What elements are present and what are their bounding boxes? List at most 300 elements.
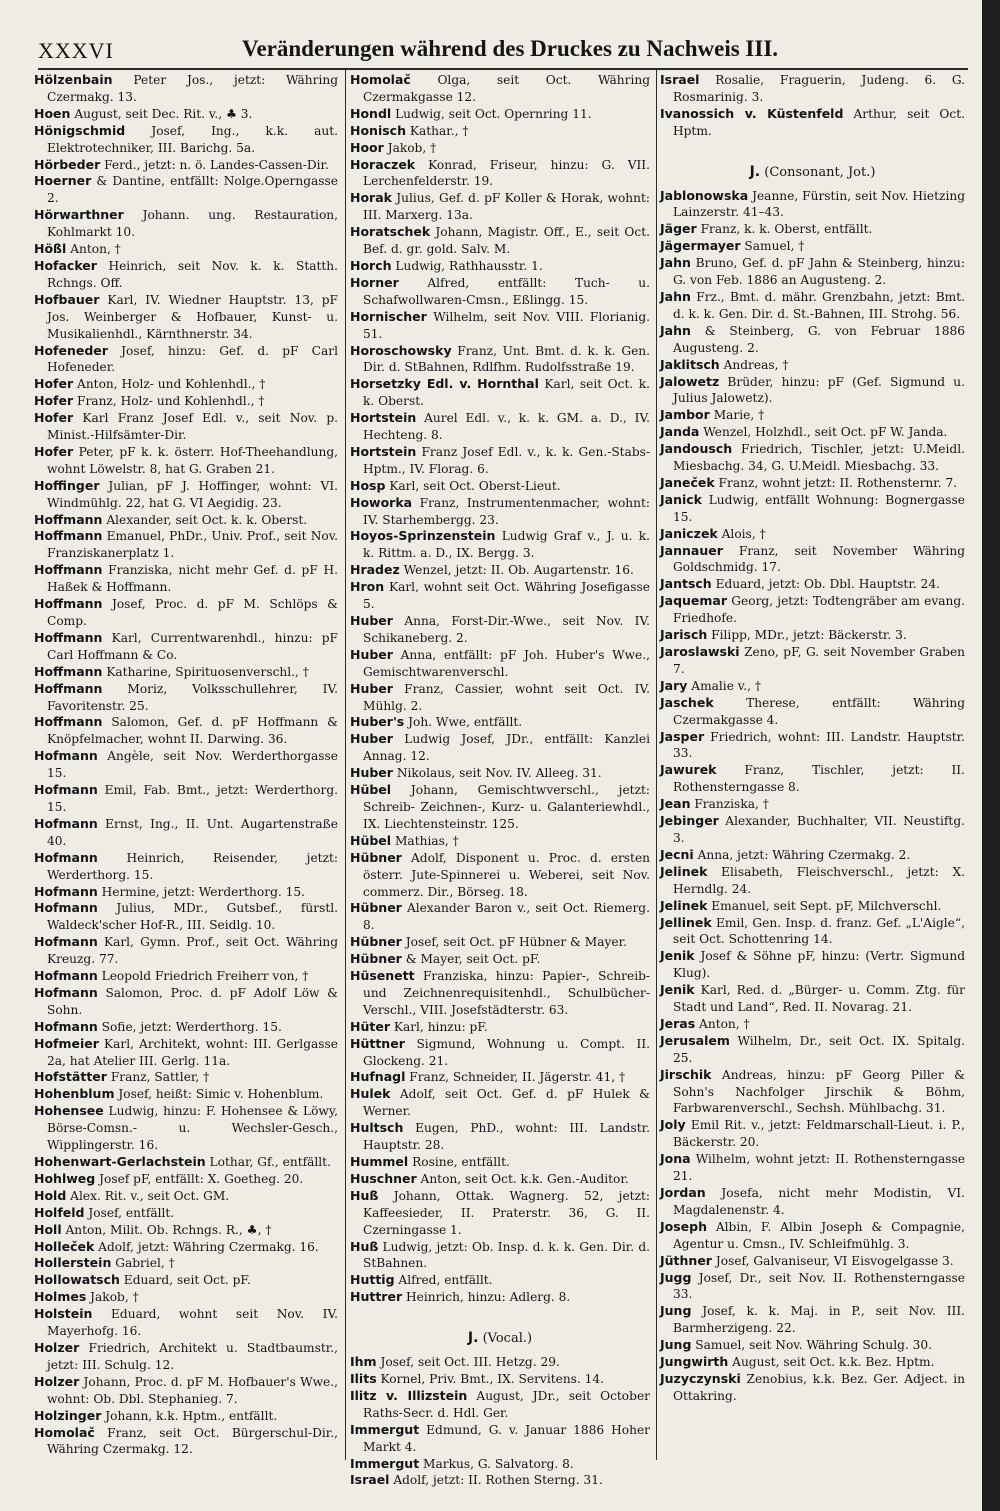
directory-entry bbox=[660, 407, 965, 424]
entry-name: Jawurek bbox=[660, 762, 717, 778]
directory-entry bbox=[34, 985, 338, 1019]
entry-name: Hron bbox=[350, 579, 385, 595]
entry-text: Anton, Milit. Ob. Rchngs. R., ♣, † bbox=[65, 1222, 272, 1237]
entry-name: Holleček bbox=[34, 1238, 95, 1254]
entry-name: Jeras bbox=[660, 1015, 696, 1031]
entry-text: Karl Franz Josef Edl. v., seit Nov. p. Minist.-Hilfsämter-Dir. bbox=[47, 411, 339, 443]
entry-name: Hübner bbox=[350, 951, 402, 967]
directory-entry bbox=[350, 190, 650, 224]
entry-text: Anna, jetzt: Währing Czermakg. 2. bbox=[697, 847, 911, 862]
entry-text: Nikolaus, seit Nov. IV. Alleeg. 31. bbox=[396, 766, 602, 781]
entry-name: Horak bbox=[350, 190, 392, 206]
entry-text: Angèle, seit Nov. Werderthorgasse 15. bbox=[47, 749, 338, 781]
entry-text: Josef, seit Oct. III. Hetzg. 29. bbox=[380, 1355, 560, 1370]
entry-text: Wenzel, Holzhdl., seit Oct. pF W. Janda. bbox=[703, 425, 948, 440]
directory-entry bbox=[350, 1388, 650, 1422]
entry-text: Emil, Fab. Bmt., jetzt: Werderthorg. 15. bbox=[47, 783, 338, 814]
entry-text: Josef, hinzu: Gef. d. pF Carl Hofeneder. bbox=[47, 343, 338, 375]
entry-text: Peter, pF k. k. österr. Hof-Theehandlung, wohnt Löwelstr. 8, hat G. Graben 21. bbox=[47, 444, 338, 476]
directory-entry bbox=[34, 207, 338, 241]
entry-name: Joseph bbox=[660, 1218, 708, 1234]
directory-entry bbox=[34, 934, 338, 968]
entry-text: Julius, Gef. d. pF Koller & Horak, wohnt: III. Marxerg. 13a. bbox=[363, 191, 651, 223]
entry-text: Heinrich, seit Nov. k. k. Statth. Rchngs. Off. bbox=[47, 258, 339, 290]
entry-text: August, seit Oct. k.k. Bez. Hptm. bbox=[732, 1355, 935, 1370]
directory-entry bbox=[34, 528, 338, 562]
entry-name: Hübner bbox=[350, 849, 402, 865]
entry-text: Johann, Ottak. Wagnerg. 52, jetzt: Kaffeesieder, II. Praterstr. 36, G. II. Czerningasse 1. bbox=[363, 1188, 651, 1237]
entry-text: Josef, k. k. Maj. in P., seit Nov. III. Barmherzigeng. 22. bbox=[673, 1304, 966, 1336]
entry-text: Emanuel, seit Sept. pF, Milchverschl. bbox=[711, 898, 942, 913]
directory-entry bbox=[350, 1371, 650, 1388]
entry-name: Jirschik bbox=[660, 1066, 712, 1082]
entry-name: Janiczek bbox=[660, 525, 718, 541]
entry-name: Hummel bbox=[350, 1154, 409, 1169]
entry-name: Jantsch bbox=[660, 576, 712, 592]
entry-name: Huttig bbox=[350, 1272, 395, 1288]
entry-name: Hultsch bbox=[350, 1120, 404, 1136]
entry-text: Franz, Holz- und Kohlenhdl., † bbox=[77, 394, 265, 409]
directory-entry bbox=[350, 528, 650, 562]
page-number: XXXVI bbox=[38, 38, 114, 63]
entry-name: Israel bbox=[350, 1472, 390, 1488]
directory-entry bbox=[660, 1253, 965, 1270]
column-middle bbox=[350, 72, 650, 1489]
entry-name: Hofeneder bbox=[34, 342, 108, 358]
directory-entry bbox=[350, 343, 650, 377]
directory-entry bbox=[350, 951, 650, 968]
entry-text: Zeno, pF, G. seit November Graben 7. bbox=[673, 645, 965, 676]
entry-name: Immergut bbox=[350, 1455, 420, 1471]
entry-text: Josef, Proc. d. pF M. Schlöps & Comp. bbox=[47, 597, 339, 628]
directory-entry bbox=[34, 106, 338, 123]
entry-text: Anna, Forst-Dir.-Wwe., seit Nov. IV. Schikaneberg. 2. bbox=[363, 614, 650, 645]
entry-name: Hübel bbox=[350, 832, 392, 848]
directory-entry bbox=[660, 1219, 965, 1253]
entry-text: Karl, IV. Wiedner Hauptstr. 13, pF Jos. Weinberger & Hofbauer, Kunst- u. Musikalienhdl., Kärnthnerstr. 34. bbox=[47, 292, 339, 341]
entry-name: Hoor bbox=[350, 139, 384, 155]
directory-entry bbox=[34, 1086, 338, 1103]
entry-name: Holfeld bbox=[34, 1204, 85, 1220]
entry-text: Emil, Gen. Insp. d. franz. Gef. „L'Aigle“, seit Oct. Schottenring 14. bbox=[673, 915, 965, 947]
directory-entry bbox=[34, 884, 338, 901]
directory-entry bbox=[350, 833, 650, 850]
entry-text: Ludwig Graf v., J. u. k. k. Rittm. a. D., IX. Bergg. 3. bbox=[363, 529, 650, 561]
section-letter: J. bbox=[467, 1330, 479, 1347]
directory-entry bbox=[350, 495, 650, 529]
directory-entry bbox=[660, 441, 965, 475]
directory-entry bbox=[660, 1117, 965, 1151]
entry-text: Julius, MDr., Gutsbef., fürstl. Waldeck'scher Hof-R., III. Seidlg. 10. bbox=[47, 901, 338, 933]
directory-entry bbox=[660, 847, 965, 864]
entry-name: Jandousch bbox=[660, 441, 733, 457]
entry-text: Franz, Tischler, jetzt: II. Rothensterngasse 8. bbox=[673, 763, 965, 795]
entry-name: Hoffmann bbox=[34, 596, 103, 612]
directory-entry bbox=[34, 1272, 338, 1289]
entry-name: Hofmann bbox=[34, 782, 98, 798]
entry-name: Jasper bbox=[660, 728, 705, 744]
entry-name: Hoffmann bbox=[34, 511, 103, 527]
entry-name: Horner bbox=[350, 274, 399, 290]
directory-entry bbox=[34, 72, 338, 106]
entry-text: Alex. Rit. v., seit Oct. GM. bbox=[70, 1188, 230, 1203]
entry-text: Wilhelm, seit Nov. VIII. Florianig. 51. bbox=[363, 309, 651, 341]
directory-entry bbox=[660, 221, 965, 238]
entry-name: Hofstätter bbox=[34, 1069, 107, 1085]
entry-name: Jannauer bbox=[660, 542, 723, 558]
entry-name: Jaroslawski bbox=[660, 644, 740, 659]
directory-entry bbox=[660, 627, 965, 644]
directory-entry bbox=[350, 1472, 650, 1489]
section-heading-consonant bbox=[660, 164, 965, 182]
directory-entry bbox=[34, 444, 338, 478]
entry-text: Aurel Edl. v., k. k. GM. a. D., IV. Hechteng. 8. bbox=[363, 411, 650, 443]
entry-name: Hornischer bbox=[350, 308, 427, 324]
column-right bbox=[660, 72, 965, 1405]
entry-name: Huttrer bbox=[350, 1289, 403, 1305]
entry-text: Ferd., jetzt: n. ö. Landes-Cassen-Dir. bbox=[104, 157, 329, 172]
entry-name: Janeček bbox=[660, 474, 715, 490]
entry-name: Holzer bbox=[34, 1339, 80, 1355]
directory-entry bbox=[34, 1019, 338, 1036]
section-label: (Vocal.) bbox=[482, 1331, 533, 1347]
page-title: Veränderungen während des Druckes zu Nachweis III. bbox=[241, 36, 779, 61]
entry-name: Hortstein bbox=[350, 410, 417, 426]
entry-name: Jablonowska bbox=[660, 187, 749, 203]
entry-name: Hoffinger bbox=[34, 477, 100, 493]
entry-name: Holzinger bbox=[34, 1407, 102, 1423]
directory-entry bbox=[350, 1086, 650, 1120]
entry-name: Janick bbox=[660, 491, 702, 507]
entry-text: Mathias, † bbox=[394, 833, 459, 848]
entry-name: Hüttner bbox=[350, 1035, 405, 1051]
entry-name: Hoffmann bbox=[34, 528, 103, 544]
entry-text: Konrad, Friseur, hinzu: G. VII. Lerchenfelderstr. 19. bbox=[363, 157, 650, 189]
directory-entry bbox=[34, 1374, 338, 1408]
entry-name: Joly bbox=[660, 1117, 686, 1133]
entry-name: Jüthner bbox=[660, 1252, 712, 1268]
directory-entry bbox=[660, 729, 965, 763]
directory-entry bbox=[34, 157, 338, 174]
entry-text: Salomon, Proc. d. pF Adolf Löw & Sohn. bbox=[47, 985, 339, 1017]
entry-name: Hönigschmid bbox=[34, 122, 126, 138]
entry-name: Hortstein bbox=[350, 443, 417, 459]
directory-entry bbox=[350, 562, 650, 579]
entry-name: Homolač bbox=[350, 72, 411, 87]
entry-name: Jebinger bbox=[660, 813, 719, 829]
entry-text: Elisabeth, Fleischverschl., jetzt: X. Herndlg. 24. bbox=[673, 864, 965, 896]
entry-text: Franz, seit November Währing Goldschmidg. 17. bbox=[673, 543, 966, 575]
directory-entry bbox=[350, 579, 650, 613]
entry-name: Huber bbox=[350, 765, 393, 781]
entry-name: Hübner bbox=[350, 900, 402, 916]
entry-text: Alfred, entfällt. bbox=[398, 1273, 493, 1288]
entry-name: Hohenwart-Gerlachstein bbox=[34, 1154, 206, 1169]
entry-text: Sigmund, Wohnung u. Compt. II. Glockeng. 21. bbox=[363, 1036, 651, 1068]
section-heading-vocal bbox=[350, 1330, 650, 1348]
entry-name: Jary bbox=[660, 677, 688, 693]
entry-name: Hofer bbox=[34, 376, 74, 392]
entry-name: Holstein bbox=[34, 1306, 93, 1322]
entry-name: Hofer bbox=[34, 393, 74, 409]
entry-name: Holmes bbox=[34, 1289, 87, 1305]
entry-text: Moriz, Volksschullehrer, IV. Favoritenstr. 25. bbox=[47, 681, 338, 713]
entry-text: Samuel, † bbox=[744, 239, 805, 254]
directory-entry bbox=[34, 850, 338, 884]
entry-text: Friedrich, Tischler, jetzt: U.Meidl. Miesbachg. 34, G. U.Meidl. Miesbachg. 33. bbox=[673, 442, 965, 474]
entry-text: Josefa, nicht mehr Modistin, VI. Magdalenenstr. 4. bbox=[673, 1186, 965, 1217]
entry-text: Johann, k.k. Hptm., entfällt. bbox=[105, 1408, 278, 1423]
entry-name: Hoffmann bbox=[34, 680, 103, 696]
entry-name: Jaklitsch bbox=[660, 356, 720, 372]
entry-text: Alexander, Buchhalter, VII. Neustiftg. 3. bbox=[673, 814, 965, 845]
entry-name: Holl bbox=[34, 1221, 62, 1237]
entry-text: Eugen, PhD., wohnt: III. Landstr. Hauptstr. 28. bbox=[363, 1121, 650, 1153]
entry-name: Hoffmann bbox=[34, 629, 103, 645]
entry-text: Josef, heißt: Simic v. Hohenblum. bbox=[118, 1087, 324, 1102]
entry-text: Ludwig, seit Oct. Opernring 11. bbox=[395, 106, 592, 121]
directory-entry bbox=[34, 376, 338, 393]
entry-text: Lothar, Gf., entfällt. bbox=[209, 1155, 331, 1169]
entry-text: Franz, seit Oct. Bürgerschul-Dir., Währing Czermakg. 12. bbox=[47, 1425, 338, 1457]
entry-name: Hofmann bbox=[34, 984, 98, 1000]
directory-entry bbox=[34, 664, 338, 681]
entry-name: Hörbeder bbox=[34, 156, 101, 172]
entry-name: Huber bbox=[350, 613, 393, 628]
directory-entry bbox=[660, 492, 965, 526]
entry-name: Jecni bbox=[660, 846, 694, 862]
directory-entry bbox=[350, 410, 650, 444]
directory-entry bbox=[34, 562, 338, 596]
directory-entry bbox=[350, 1289, 650, 1306]
entry-name: Horatschek bbox=[350, 224, 431, 240]
directory-entry bbox=[660, 1303, 965, 1337]
entry-text: Kornel, Priv. Bmt., IX. Servitens. 14. bbox=[380, 1371, 605, 1386]
directory-entry bbox=[660, 424, 965, 441]
entry-name: Howorka bbox=[350, 494, 413, 510]
entry-text: Samuel, seit Nov. Währing Schulg. 30. bbox=[695, 1338, 933, 1353]
entry-name: Horoschowsky bbox=[350, 342, 452, 358]
entry-name: Homolač bbox=[34, 1424, 95, 1440]
entry-text: August, seit Dec. Rit. v., ♣ 3. bbox=[74, 106, 253, 121]
entry-name: Hondl bbox=[350, 105, 392, 121]
directory-entry bbox=[350, 224, 650, 258]
entry-name: Jelinek bbox=[660, 897, 708, 913]
entry-name: Huß bbox=[350, 1187, 379, 1203]
entry-text: Amalie v., † bbox=[691, 678, 761, 693]
entry-text: Josef, Ing., k.k. aut. Elektrotechniker, III. Barichg. 5a. bbox=[47, 123, 338, 155]
directory-entry bbox=[34, 1103, 338, 1154]
entry-text: Peter Jos., jetzt: Währing Czermakg. 13. bbox=[47, 73, 339, 104]
entry-name: Hofmeier bbox=[34, 1035, 99, 1051]
entry-name: Hofmann bbox=[34, 968, 98, 984]
directory-entry bbox=[350, 376, 650, 410]
entry-text: Ludwig, jetzt: Ob. Insp. d. k. k. Gen. Dir. d. StBahnen. bbox=[363, 1239, 651, 1271]
entry-name: Hollowatsch bbox=[34, 1272, 120, 1288]
directory-entry bbox=[34, 1340, 338, 1374]
directory-entry bbox=[34, 748, 338, 782]
entry-text: Anna, entfällt: pF Joh. Huber's Wwe., Gemischtwarenverschl. bbox=[363, 647, 651, 679]
entry-text: Heinrich, Reisender, jetzt: Werderthorg. 15. bbox=[47, 850, 338, 882]
directory-entry bbox=[350, 731, 650, 765]
directory-entry bbox=[660, 1371, 965, 1405]
directory-entry bbox=[660, 255, 965, 289]
entry-name: Hofmann bbox=[34, 748, 98, 764]
entry-name: Hofacker bbox=[34, 257, 97, 273]
entry-text: Rosine, entfällt. bbox=[412, 1155, 510, 1169]
entry-name: Immergut bbox=[350, 1421, 420, 1437]
entry-name: Hofbauer bbox=[34, 291, 100, 307]
entry-text: Kathar., † bbox=[409, 123, 469, 138]
directory-entry bbox=[34, 900, 338, 934]
directory-entry bbox=[34, 292, 338, 343]
entry-name: Jerusalem bbox=[660, 1032, 730, 1048]
directory-entry bbox=[350, 1154, 650, 1171]
entry-text: Ludwig, hinzu: F. Hohensee & Löwy, Börse-Comsn.- u. Wechsler-Gesch., Wipplingerstr. 16. bbox=[47, 1104, 339, 1153]
entry-name: Jarisch bbox=[660, 627, 708, 643]
directory-entry bbox=[350, 1069, 650, 1086]
entry-text: Wilhelm, wohnt jetzt: II. Rothensterngasse 21. bbox=[673, 1152, 966, 1184]
entry-text: Julian, pF J. Hoffinger, wohnt: VI. Windmühlg. 22, hat G. VI Aegidig. 23. bbox=[47, 478, 339, 510]
directory-entry bbox=[660, 238, 965, 255]
directory-entry bbox=[660, 948, 965, 982]
entry-text: Alexander, seit Oct. k. k. Oberst. bbox=[106, 512, 308, 527]
entry-text: Marie, † bbox=[713, 408, 765, 423]
directory-entry bbox=[350, 647, 650, 681]
entry-name: Hradez bbox=[350, 562, 400, 578]
entry-name: Hofmann bbox=[34, 883, 98, 899]
directory-entry bbox=[660, 1354, 965, 1371]
entry-text: Ludwig, entfällt Wohnung: Bognergasse 15. bbox=[673, 492, 966, 524]
entry-name: Hofmann bbox=[34, 815, 98, 831]
directory-entry bbox=[660, 644, 965, 678]
entry-text: Karl, hinzu: pF. bbox=[393, 1019, 488, 1034]
directory-entry bbox=[350, 140, 650, 157]
entry-text: Johann, Proc. d. pF M. Hofbauer's Wwe., wohnt: Ob. Dbl. Stephanieg. 7. bbox=[47, 1374, 338, 1406]
entry-text: Anton, † bbox=[70, 242, 121, 257]
entry-text: Alexander Baron v., seit Oct. Riemerg. 8. bbox=[363, 901, 650, 933]
directory-entry bbox=[660, 678, 965, 695]
entry-text: Friedrich, wohnt: III. Landstr. Hauptstr. 33. bbox=[673, 729, 965, 761]
entry-text: Emil Rit. v., jetzt: Feldmarschall-Lieut. i. P., Bäckerstr. 20. bbox=[673, 1118, 965, 1150]
entry-text: Karl, seit Oct. Oberst-Lieut. bbox=[389, 478, 561, 493]
entry-text: Josef, Galvaniseur, VI Eisvogelgasse 3. bbox=[715, 1253, 954, 1268]
directory-entry bbox=[350, 765, 650, 782]
directory-entry bbox=[34, 1306, 338, 1340]
entry-name: Hold bbox=[34, 1187, 67, 1203]
directory-entry bbox=[660, 898, 965, 915]
directory-entry bbox=[660, 357, 965, 374]
directory-entry bbox=[350, 157, 650, 191]
entry-text: Markus, G. Salvatorg. 8. bbox=[423, 1456, 574, 1471]
entry-name: Hüter bbox=[350, 1018, 390, 1034]
entry-name: Hoffmann bbox=[34, 562, 103, 578]
entry-text: Franziska, nicht mehr Gef. d. pF H. Haßek & Hoffmann. bbox=[47, 563, 339, 595]
entry-text: Salomon, Gef. d. pF Hoffmann & Knöpfelmacher, wohnt II. Darwing. 36. bbox=[47, 715, 339, 747]
directory-entry bbox=[660, 1016, 965, 1033]
directory-entry bbox=[660, 1185, 965, 1219]
entry-name: Hofmann bbox=[34, 849, 98, 865]
entry-text: & Steinberg, G. von Februar 1886 Augusteng. 2. bbox=[673, 323, 966, 355]
entry-name: Jenik bbox=[660, 948, 695, 964]
entry-text: Katharine, Spirituosenverschl., † bbox=[106, 664, 309, 679]
directory-entry bbox=[34, 410, 338, 444]
entry-name: Hößl bbox=[34, 241, 67, 257]
entry-name: Hoffmann bbox=[34, 663, 103, 679]
entry-text: Josef, Dr., seit Nov. II. Rothensterngasse 33. bbox=[673, 1270, 965, 1302]
entry-name: Huber's bbox=[350, 714, 405, 730]
directory-entry bbox=[34, 478, 338, 512]
directory-entry bbox=[350, 782, 650, 833]
directory-entry bbox=[34, 1171, 338, 1188]
entry-name: Jalowetz bbox=[660, 373, 720, 389]
directory-entry bbox=[660, 796, 965, 813]
entry-name: Jahn bbox=[660, 288, 691, 304]
entry-name: Hulek bbox=[350, 1086, 391, 1102]
column-divider bbox=[345, 70, 346, 1460]
entry-text: Franziska, hinzu: Papier-, Schreib- und Zeichnenrequisitenhdl., Schulbücher-Verschl., VIII. Josefstädterstr. 63. bbox=[363, 969, 651, 1017]
directory-entry bbox=[34, 123, 338, 157]
entry-name: Hoen bbox=[34, 105, 71, 121]
directory-entry bbox=[660, 1337, 965, 1354]
directory-entry bbox=[660, 526, 965, 543]
directory-entry bbox=[350, 681, 650, 715]
directory-entry bbox=[350, 1120, 650, 1154]
directory-entry bbox=[34, 343, 338, 377]
entry-text: Josef, seit Oct. pF Hübner & Mayer. bbox=[405, 935, 627, 950]
directory-entry bbox=[350, 900, 650, 934]
entry-name: Janda bbox=[660, 424, 700, 440]
directory-entry bbox=[350, 850, 650, 901]
column-left bbox=[34, 72, 338, 1458]
entry-name: Hübner bbox=[350, 934, 402, 950]
entry-name: Jung bbox=[660, 1303, 692, 1319]
directory-entry bbox=[350, 968, 650, 1019]
entry-name: Hohlweg bbox=[34, 1170, 96, 1186]
directory-entry bbox=[660, 1270, 965, 1304]
entry-name: Horch bbox=[350, 257, 392, 273]
directory-entry bbox=[350, 72, 650, 106]
entry-text: Heinrich, hinzu: Adlerg. 8. bbox=[406, 1290, 571, 1305]
directory-entry bbox=[660, 72, 965, 106]
directory-entry bbox=[660, 915, 965, 949]
directory-entry bbox=[34, 1154, 338, 1171]
entry-text: Franz, Unt. Bmt. d. k. k. Gen. Dir. d. StBahnen, Rdlfhm. Rudolfsstraße 19. bbox=[363, 343, 650, 375]
entry-text: Emanuel, PhDr., Univ. Prof., seit Nov. Franziskanerplatz 1. bbox=[47, 529, 339, 561]
column-divider bbox=[656, 70, 657, 1460]
directory-entry bbox=[660, 475, 965, 492]
entry-text: Anton, Holz- und Kohlenhdl., † bbox=[77, 377, 266, 392]
directory-entry bbox=[350, 478, 650, 495]
entry-name: Holzer bbox=[34, 1373, 80, 1389]
section-letter: J. bbox=[749, 163, 761, 180]
entry-text: Franz, Cassier, wohnt seit Oct. IV. Mühlg. 2. bbox=[363, 681, 650, 713]
entry-text: Arthur, seit Oct. Hptm. bbox=[673, 106, 965, 138]
entry-text: Eduard, wohnt seit Nov. IV. Mayerhofg. 16. bbox=[47, 1307, 338, 1339]
directory-entry bbox=[34, 1408, 338, 1425]
directory-entry bbox=[660, 864, 965, 898]
entry-name: Hofer bbox=[34, 410, 74, 426]
entry-text: Georg, jetzt: Todtengräber am evang. Friedhofe. bbox=[673, 594, 966, 626]
directory-entry bbox=[350, 934, 650, 951]
directory-entry bbox=[350, 1422, 650, 1456]
entry-text: Karl, seit Oct. k. k. Oberst. bbox=[363, 377, 651, 409]
entry-name: Jean bbox=[660, 796, 691, 812]
entry-text: Josef pF, entfällt: X. Goetheg. 20. bbox=[99, 1171, 304, 1186]
entry-text: Johann, Magistr. Off., E., seit Oct. Bef. d. gr. gold. Salv. M. bbox=[363, 225, 650, 257]
entry-name: Jona bbox=[660, 1151, 691, 1167]
entry-name: Ilitz v. Illizstein bbox=[350, 1387, 468, 1403]
